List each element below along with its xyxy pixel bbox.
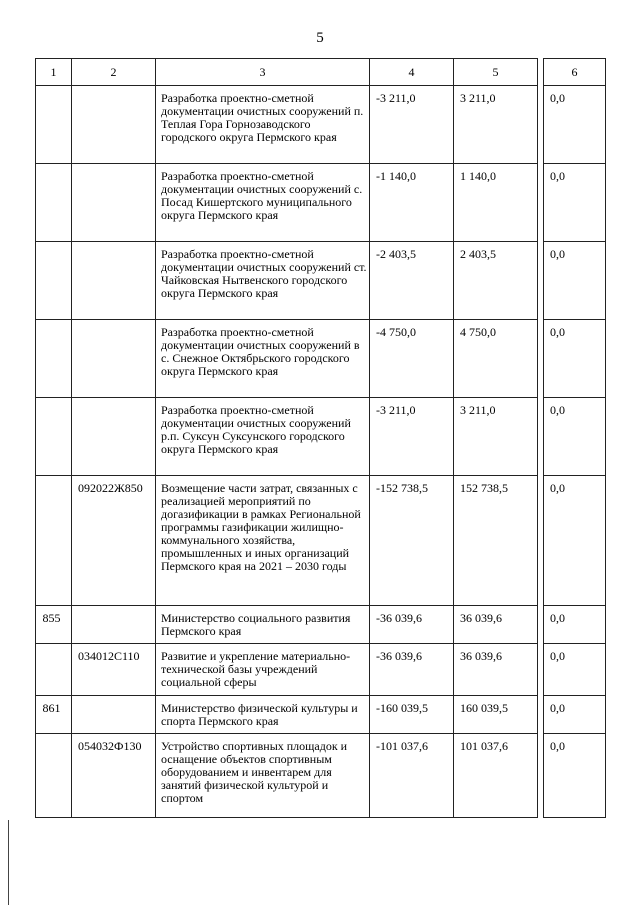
row-code-2-text: 092022Ж850 xyxy=(78,481,143,495)
row-code-1 xyxy=(36,242,72,320)
row-description xyxy=(156,242,370,320)
row-description xyxy=(156,644,370,696)
row-value-6 xyxy=(544,734,606,818)
row-value-6 xyxy=(544,320,606,398)
row-value-6-text: 0,0 xyxy=(550,611,565,625)
row-code-2 xyxy=(72,320,156,398)
row-code-1-text xyxy=(36,164,71,174)
margin-line xyxy=(8,820,9,905)
row-code-2 xyxy=(72,164,156,242)
row-code-2 xyxy=(72,398,156,476)
row-value-4-text: -152 738,5 xyxy=(376,481,428,495)
row-code-1 xyxy=(36,398,72,476)
row-value-6-text: 0,0 xyxy=(550,325,565,339)
row-code-2-text: 054032Ф130 xyxy=(78,739,142,753)
row-value-4-text: -1 140,0 xyxy=(376,169,416,183)
row-value-4-text: -2 403,5 xyxy=(376,247,416,261)
row-description xyxy=(156,696,370,734)
row-description xyxy=(156,320,370,398)
row-value-6-text: 0,0 xyxy=(550,91,565,105)
row-value-6 xyxy=(544,476,606,606)
row-value-6 xyxy=(544,86,606,164)
row-value-4-text: -3 211,0 xyxy=(376,91,416,105)
row-value-5-text: 3 211,0 xyxy=(460,403,496,417)
table-row xyxy=(36,164,606,242)
header-col-1: 1 xyxy=(36,59,72,86)
row-description-text: Разработка проектно-сметной документации очистных сооружений в с. Снежное Октябрьского городского округа Пермского края xyxy=(161,325,360,378)
row-code-2 xyxy=(72,644,156,696)
header-col-5: 5 xyxy=(454,59,538,86)
row-value-5-text: 2 403,5 xyxy=(460,247,496,261)
table-row xyxy=(36,644,606,696)
table-row xyxy=(36,476,606,606)
row-description xyxy=(156,86,370,164)
row-description-text: Возмещение части затрат, связанных с реализацией мероприятий по догазификации в рамках Региональной программы газификации жилищно-коммунального хозяйства, промышленных и иных организаций Пермского края на 2021 – 2030 годы xyxy=(161,481,361,573)
row-description-text: Разработка проектно-сметной документации очистных сооружений с. Посад Кишертского муниципального округа Пермского края xyxy=(161,169,363,222)
row-value-4 xyxy=(370,644,454,696)
row-value-4-text: -36 039,6 xyxy=(376,649,422,663)
table-row xyxy=(36,606,606,644)
row-value-5-text: 36 039,6 xyxy=(460,649,502,663)
row-value-6-text: 0,0 xyxy=(550,481,565,495)
row-code-2-text xyxy=(72,696,155,706)
row-value-4 xyxy=(370,320,454,398)
row-code-2-text xyxy=(72,398,155,408)
row-value-4-text: -3 211,0 xyxy=(376,403,416,417)
row-value-5 xyxy=(454,164,538,242)
budget-table xyxy=(35,58,606,818)
row-description-text: Разработка проектно-сметной документации очистных сооружений р.п. Суксун Суксунского городского округа Пермского края xyxy=(161,403,351,456)
row-value-5 xyxy=(454,86,538,164)
row-code-1 xyxy=(36,164,72,242)
row-code-1-text xyxy=(36,242,71,252)
row-code-1-text xyxy=(36,320,71,330)
row-value-5 xyxy=(454,606,538,644)
row-value-6-text: 0,0 xyxy=(550,701,565,715)
row-value-5 xyxy=(454,242,538,320)
row-description xyxy=(156,398,370,476)
header-col-6: 6 xyxy=(544,59,606,86)
row-value-5-text: 3 211,0 xyxy=(460,91,496,105)
row-code-1-text xyxy=(36,86,71,96)
row-code-1-text xyxy=(36,398,71,408)
row-value-4 xyxy=(370,734,454,818)
table-row xyxy=(36,86,606,164)
row-value-5-text: 160 039,5 xyxy=(460,701,508,715)
row-value-6-text: 0,0 xyxy=(550,739,565,753)
row-code-1-text xyxy=(36,476,71,486)
row-value-6 xyxy=(544,644,606,696)
row-description-text: Министерство физической культуры и спорта Пермского края xyxy=(161,701,358,728)
header-col-4: 4 xyxy=(370,59,454,86)
row-value-5-text: 36 039,6 xyxy=(460,611,502,625)
row-description-text: Разработка проектно-сметной документации очистных сооружений ст. Чайковская Нытвенского городского округа Пермского края xyxy=(161,247,367,300)
row-code-2-text: 034012С110 xyxy=(78,649,140,663)
row-code-2-text xyxy=(72,242,155,252)
row-code-1 xyxy=(36,606,72,644)
table-row xyxy=(36,320,606,398)
row-description xyxy=(156,734,370,818)
row-value-4 xyxy=(370,696,454,734)
row-value-4-text: -101 037,6 xyxy=(376,739,428,753)
row-value-4 xyxy=(370,164,454,242)
row-code-1 xyxy=(36,644,72,696)
row-value-5 xyxy=(454,398,538,476)
row-code-1-text xyxy=(36,644,71,654)
table-header-row xyxy=(36,59,606,86)
row-code-1 xyxy=(36,696,72,734)
row-value-6-text: 0,0 xyxy=(550,169,565,183)
table-row xyxy=(36,696,606,734)
row-value-4 xyxy=(370,86,454,164)
row-value-6-text: 0,0 xyxy=(550,403,565,417)
row-code-2-text xyxy=(72,164,155,174)
row-code-2 xyxy=(72,476,156,606)
row-value-6-text: 0,0 xyxy=(550,247,565,261)
table-row xyxy=(36,734,606,818)
row-code-1-text: 861 xyxy=(42,701,61,715)
page-number: 5 xyxy=(316,30,324,46)
row-description xyxy=(156,476,370,606)
row-value-5 xyxy=(454,734,538,818)
row-value-5 xyxy=(454,476,538,606)
row-code-2 xyxy=(72,242,156,320)
row-code-2 xyxy=(72,696,156,734)
row-value-5 xyxy=(454,320,538,398)
row-code-2 xyxy=(72,606,156,644)
row-code-1-text: 855 xyxy=(42,611,61,625)
row-code-1-text xyxy=(36,734,71,744)
header-col-3: 3 xyxy=(156,59,370,86)
row-value-4 xyxy=(370,398,454,476)
table-row xyxy=(36,242,606,320)
row-code-2-text xyxy=(72,606,155,616)
row-value-5 xyxy=(454,644,538,696)
row-code-1 xyxy=(36,734,72,818)
row-code-1 xyxy=(36,86,72,164)
row-value-5-text: 152 738,5 xyxy=(460,481,508,495)
row-value-6 xyxy=(544,606,606,644)
row-description xyxy=(156,606,370,644)
row-code-2 xyxy=(72,86,156,164)
row-description-text: Министерство социального развития Пермского края xyxy=(161,611,351,638)
row-description xyxy=(156,164,370,242)
row-code-1 xyxy=(36,320,72,398)
row-value-5-text: 101 037,6 xyxy=(460,739,508,753)
row-value-4-text: -4 750,0 xyxy=(376,325,416,339)
row-value-6-text: 0,0 xyxy=(550,649,565,663)
row-description-text: Устройство спортивных площадок и оснащение объектов спортивным оборудованием и инвентарем для занятий физической культурой и спортом xyxy=(161,739,348,805)
row-value-5 xyxy=(454,696,538,734)
row-value-5-text: 1 140,0 xyxy=(460,169,496,183)
row-value-6 xyxy=(544,696,606,734)
table-row xyxy=(36,398,606,476)
row-value-6 xyxy=(544,242,606,320)
row-value-4 xyxy=(370,242,454,320)
row-code-2-text xyxy=(72,320,155,330)
row-value-6 xyxy=(544,164,606,242)
row-value-6 xyxy=(544,398,606,476)
row-value-4 xyxy=(370,476,454,606)
row-description-text: Развитие и укрепление материально-технической базы учреждений социальной сферы xyxy=(161,649,351,689)
row-value-4 xyxy=(370,606,454,644)
row-value-5-text: 4 750,0 xyxy=(460,325,496,339)
row-value-4-text: -160 039,5 xyxy=(376,701,428,715)
header-col-2: 2 xyxy=(72,59,156,86)
row-description-text: Разработка проектно-сметной документации очистных сооружений п. Теплая Гора Горнозаводского городского округа Пермского края xyxy=(161,91,364,144)
row-code-1 xyxy=(36,476,72,606)
row-code-2-text xyxy=(72,86,155,96)
row-value-4-text: -36 039,6 xyxy=(376,611,422,625)
row-code-2 xyxy=(72,734,156,818)
